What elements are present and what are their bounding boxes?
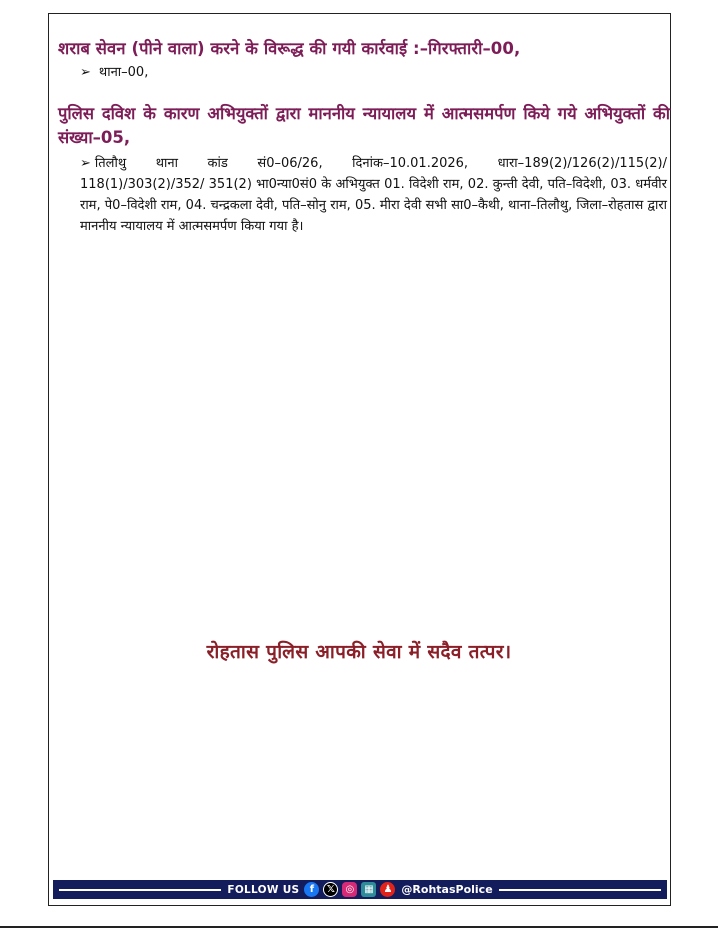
facebook-icon[interactable]: f (304, 882, 319, 897)
arrow-bullet-icon: ➢ (80, 156, 91, 171)
website-icon[interactable]: ▦ (361, 882, 376, 897)
bottom-rule (0, 926, 718, 928)
police-slogan: रोहतास पुलिस आपकी सेवा में सदैव तत्पर। (206, 641, 512, 663)
arrow-bullet-icon: ➢ (80, 65, 91, 80)
social-handle[interactable]: @RohtasPolice (401, 883, 493, 896)
liquor-action-heading: शराब सेवन (पीने वाला) करने के विरूद्ध की गयी कार्रवाई :–गिरफ्तारी–00, (58, 39, 521, 58)
koo-icon[interactable]: ♟ (380, 882, 395, 897)
social-footer-bar (53, 880, 667, 899)
footer-divider-right (499, 889, 661, 891)
x-icon[interactable]: 𝕏 (323, 882, 338, 897)
footer-divider-left (59, 889, 221, 891)
liquor-bullet (80, 62, 148, 80)
follow-us-label: FOLLOW US (227, 883, 300, 896)
surrender-bullet-text: तिलौथु थाना कांड सं0–06/26, दिनांक–10.01.2026, धारा–189(2)/126(2)/115(2)/ 118(1)/303(2)/352/ 351(2) भा0न्या0सं0 के अभियुक्त 01. विदेशी राम, 02. कुन्ती देवी, पति–विदेशी, 03. धर्मवीर राम, पे0–विदेशी राम, 04. चन्द्रकला देवी, पति–सोनु राम, 05. मीरा देवी सभी सा0–कैथी, थाना–तिलौथु, जिला–रोहतास द्वारा माननीय न्यायालय में आत्मसमर्पण किया गया है। (80, 156, 667, 234)
surrender-heading: पुलिस दविश के कारण अभियुक्तों द्वारा माननीय न्यायालय में आत्मसमर्पण किये गये अभियुक्तों की संख्या–05, (58, 104, 670, 147)
surrender-bullet (80, 153, 667, 237)
instagram-icon[interactable]: ◎ (342, 882, 357, 897)
liquor-bullet-text: थाना–00, (98, 65, 149, 80)
